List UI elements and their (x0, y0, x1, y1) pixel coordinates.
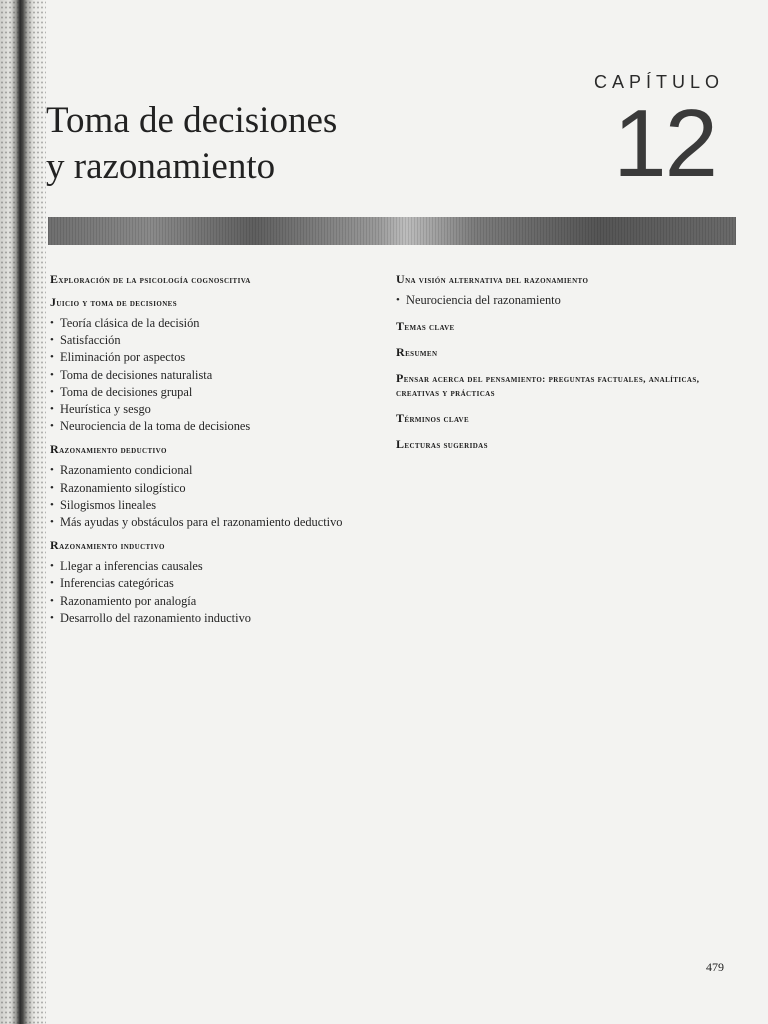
list-item: • Teoría clásica de la decisión (50, 315, 370, 332)
page-number: 479 (706, 960, 724, 974)
section-resumen (396, 345, 736, 361)
section-terminos-clave (396, 411, 736, 427)
spine-texture (0, 0, 46, 1024)
list-item: • Toma de decisiones naturalista (50, 367, 370, 384)
section-heading: Lecturas sugeridas (396, 437, 488, 452)
list-item: • Heurística y sesgo (50, 401, 370, 418)
section-heading: Resumen (396, 345, 438, 360)
section-lecturas (396, 437, 736, 453)
list-item: • Llegar a inferencias causales (50, 558, 370, 575)
list-item: • Razonamiento silogístico (50, 480, 370, 497)
chapter-title-line-2: y razonamiento (46, 146, 276, 187)
list-item: • Razonamiento condicional (50, 462, 370, 479)
chapter-title-line-1: Toma de decisiones (46, 100, 338, 141)
section-items (50, 462, 370, 531)
section-deductivo (50, 442, 370, 531)
list-item: • Desarrollo del razonamiento inductivo (50, 610, 370, 627)
section-heading: Pensar acerca del pensamiento: preguntas factuales, analíticas, creativas y prácticas (396, 371, 700, 400)
section-heading: Juicio y toma de decisiones (50, 295, 178, 309)
list-item: • Más ayudas y obstáculos para el razonamiento deductivo (50, 514, 370, 531)
section-heading: Razonamiento deductivo (50, 442, 167, 457)
list-item: • Toma de decisiones grupal (50, 384, 370, 401)
section-items (50, 315, 370, 435)
list-item: • Neurociencia del razonamiento (396, 292, 736, 309)
section-pensar (396, 371, 736, 401)
contents-left-column (50, 272, 370, 634)
section-items (50, 558, 370, 627)
chapter-label: CAPÍTULO (593, 72, 724, 92)
section-vision-alternativa (396, 272, 736, 309)
list-item: • Neurociencia de la toma de decisiones (50, 418, 370, 435)
section-exploracion (50, 272, 370, 288)
section-heading: Exploración de la psicología cognoscitiva (50, 272, 251, 286)
list-item: • Razonamiento por analogía (50, 593, 370, 610)
section-items (396, 292, 736, 309)
list-item: • Silogismos lineales (50, 497, 370, 514)
section-heading: Razonamiento inductivo (50, 538, 165, 553)
list-item: • Eliminación por aspectos (50, 349, 370, 366)
section-temas-clave (396, 319, 736, 335)
chapter-number: 12 (613, 90, 716, 197)
contents-right-column (396, 272, 736, 463)
list-item: • Inferencias categóricas (50, 575, 370, 592)
section-inductivo (50, 538, 370, 627)
section-juicio (50, 295, 370, 435)
section-heading: Temas clave (396, 319, 455, 334)
chapter-title (46, 98, 337, 190)
decorative-band (48, 217, 736, 245)
list-item: • Satisfacción (50, 332, 370, 349)
section-heading: Una visión alternativa del razonamiento (396, 272, 589, 286)
section-heading: Términos clave (396, 411, 470, 426)
